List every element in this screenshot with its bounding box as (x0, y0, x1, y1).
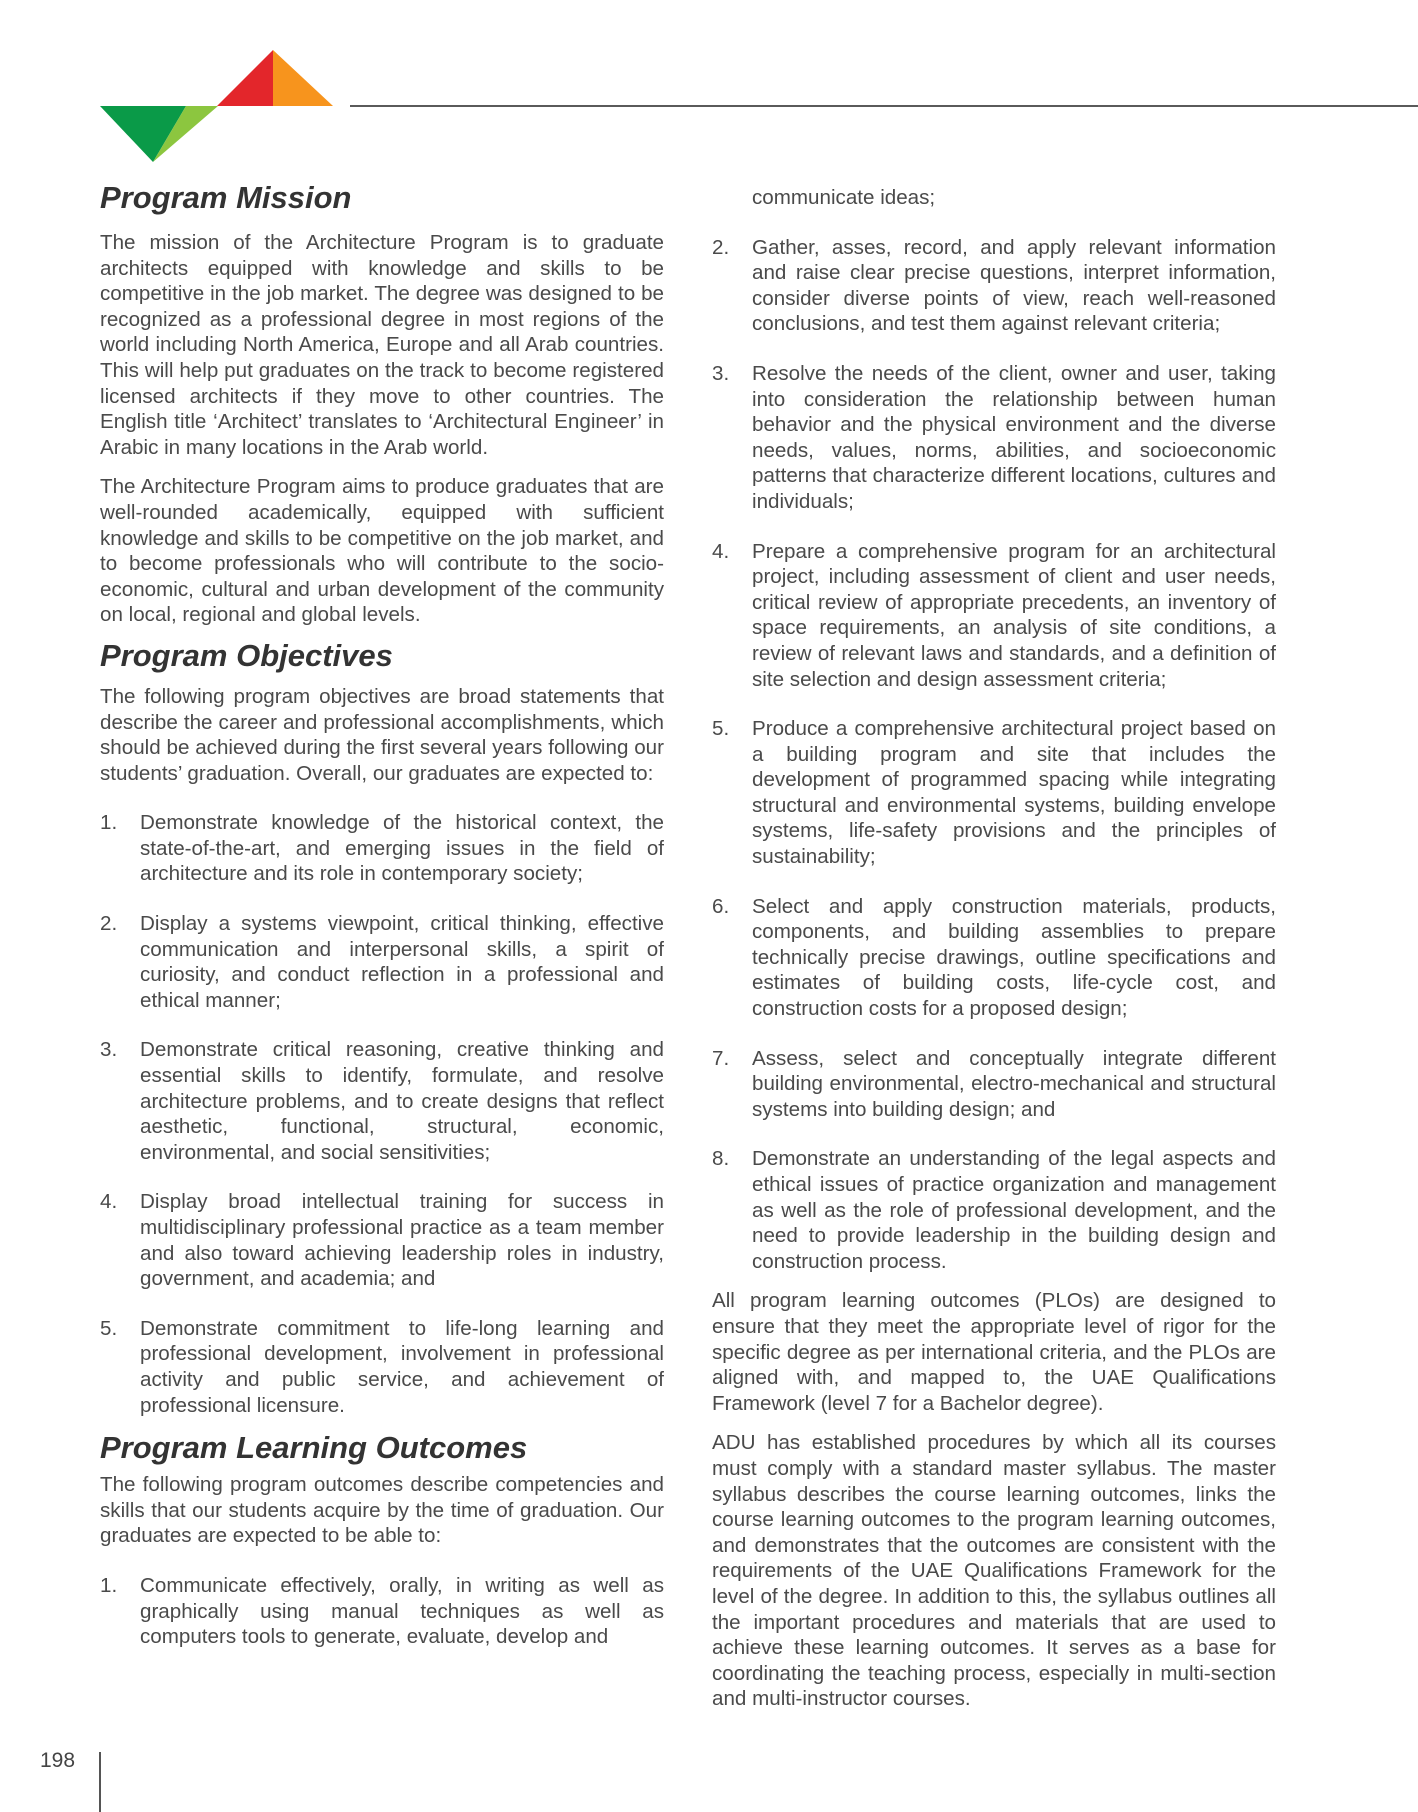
outcome-item (712, 235, 1276, 337)
page-number: 198 (40, 1749, 76, 1772)
outcome-number: 2. (712, 235, 730, 259)
objective-item (100, 1189, 664, 1291)
objective-item (100, 810, 664, 887)
mission-heading: Program Mission (100, 180, 352, 215)
plo-paragraph: All program learning outcomes (PLOs) are designed to ensure that they meet the appropriate level of rigor for the specific degree as per international criteria, and the PLOs are aligned with, and mapped to, the UAE Qualifications Framework (level 7 for a Bachelor degree). (712, 1289, 1276, 1415)
outcome-continuation: communicate ideas; (752, 186, 936, 209)
objective-text: Demonstrate knowledge of the historical context, the state-of-the-art, and emerging issues in the field of architecture and its role in contemporary society; (140, 811, 664, 886)
objective-text: Display a systems viewpoint, critical thinking, effective communication and interpersonal skills, a spirit of curiosity, and conduct reflection in a professional and ethical manner; (140, 912, 664, 1012)
objective-number: 1. (100, 811, 118, 835)
objective-item (100, 1316, 664, 1418)
outcomes-list-left (100, 1573, 664, 1650)
outcome-item (100, 1573, 664, 1650)
left-column (100, 178, 664, 1674)
mission-paragraph-1: The mission of the Architecture Program is to graduate architects equipped with knowledge and skills to be competitive in the job market. The degree was designed to be recognized as a professional degree in most regions of the world including North America, Europe and all Arab countries. This will help put graduates on the track to become registered licensed architects if they move to other countries. The English title ‘Architect’ translates to ‘Architectural Engineer’ in Arabic in many locations in the Arab world. (100, 231, 664, 459)
logo-triangle-red (217, 50, 273, 106)
outcome-number: 7. (712, 1046, 730, 1070)
outcomes-intro: The following program outcomes describe competencies and skills that our students acquire by the time of graduation. Our graduates are expected to be able to: (100, 1473, 664, 1548)
outcomes-heading: Program Learning Outcomes (100, 1430, 528, 1466)
outcome-text: Assess, select and conceptually integrate different building environmental, electro-mechanical and structural systems into building design; and (752, 1046, 1276, 1121)
objective-text: Display broad intellectual training for success in multidisciplinary professional practice as a team member and also toward achieving leadership roles in industry, government, and academia; and (140, 1190, 664, 1291)
outcome-item (712, 716, 1276, 870)
outcome-text: Prepare a comprehensive program for an architectural project, including assessment of client and user needs, critical review of appropriate precedents, an inventory of space requirements, an analysis of site conditions, a review of relevant laws and standards, and a definition of site selection and design assessment criteria; (752, 539, 1276, 691)
outcome-item (712, 539, 1276, 693)
outcome-text: Communicate effectively, orally, in writing as well as graphically using manual techniques as well as computers tools to generate, evaluate, develop and (140, 1573, 664, 1649)
objective-number: 4. (100, 1190, 118, 1214)
objectives-list (100, 810, 664, 1418)
syllabus-paragraph: ADU has established procedures by which all its courses must comply with a standard master syllabus. The master syllabus describes the course learning outcomes, links the course learning outcomes to the program learning outcomes, and demonstrates that the outcomes are consistent with the requirements of the UAE Qualifications Framework for the level of the degree. In addition to this, the syllabus outlines all the important procedures and materials that are used to achieve these learning outcomes. It serves as a base for coordinating the teaching process, especially in multi-section and multi-instructor courses. (712, 1431, 1276, 1711)
outcome-number: 5. (712, 717, 730, 741)
outcome-number: 1. (100, 1573, 118, 1597)
objectives-heading: Program Objectives (100, 637, 393, 673)
objective-number: 2. (100, 912, 118, 936)
objective-item (100, 1037, 664, 1165)
outcome-item (712, 894, 1276, 1022)
outcome-text: Gather, asses, record, and apply relevant information and raise clear precise questions, interpret information, consider diverse points of view, reach well-reasoned conclusions, and test them against relevant criteria; (752, 235, 1276, 336)
outcome-text: Select and apply construction materials, products, components, and building assemblies to prepare technically precise drawings, outline specifications and estimates of building costs, life-cycle cost, and construction costs for a proposed design; (752, 894, 1276, 1021)
outcome-text: Produce a comprehensive architectural project based on a building program and site that includes the development of programmed spacing while integrating structural and environmental systems, building envelope systems, life-safety provisions and the principles of sustainability; (752, 717, 1276, 869)
objective-text: Demonstrate critical reasoning, creative thinking and essential skills to identify, formulate, and resolve architecture problems, and to create designs that reflect aesthetic, functional, structural, economic, environmental, and social sensitivities; (140, 1038, 664, 1164)
outcome-item (712, 1146, 1276, 1274)
outcomes-list-right (712, 185, 1276, 1274)
objective-number: 5. (100, 1316, 118, 1340)
outcome-number: 4. (712, 539, 730, 563)
footer-rule (99, 1752, 101, 1812)
outcome-number: 8. (712, 1147, 730, 1171)
logo-triangles (100, 50, 335, 162)
logo-triangle-orange (273, 50, 333, 106)
outcome-item (712, 1046, 1276, 1123)
mission-paragraph-2: The Architecture Program aims to produce graduates that are well-rounded academically, equipped with sufficient knowledge and skills to be competitive on the job market, and to become professionals who will contribute to the socio-economic, cultural and urban development of the community on local, regional and global levels. (100, 475, 664, 627)
objective-text: Demonstrate commitment to life-long learning and professional development, involvement in professional activity and public service, and achievement of professional licensure. (140, 1316, 664, 1417)
outcome-number: 6. (712, 894, 730, 918)
outcome-text: Resolve the needs of the client, owner and user, taking into consideration the relationship between human behavior and the physical environment and the diverse needs, values, norms, abilities, and socioeconomic patterns that characterize different locations, cultures and individuals; (752, 361, 1276, 513)
outcome-text: Demonstrate an understanding of the legal aspects and ethical issues of practice organization and management as well as the role of professional development, and the need to provide leadership in the building design and construction process. (752, 1147, 1276, 1273)
objective-number: 3. (100, 1038, 118, 1062)
objective-item (100, 911, 664, 1013)
objectives-intro: The following program objectives are broad statements that describe the career and professional accomplishments, which should be achieved during the first several years following our students’ graduation. Overall, our graduates are expected to: (100, 684, 664, 785)
header-rule (350, 105, 1418, 107)
outcome-item (712, 361, 1276, 515)
right-column (712, 185, 1276, 1726)
outcome-number: 3. (712, 361, 730, 385)
